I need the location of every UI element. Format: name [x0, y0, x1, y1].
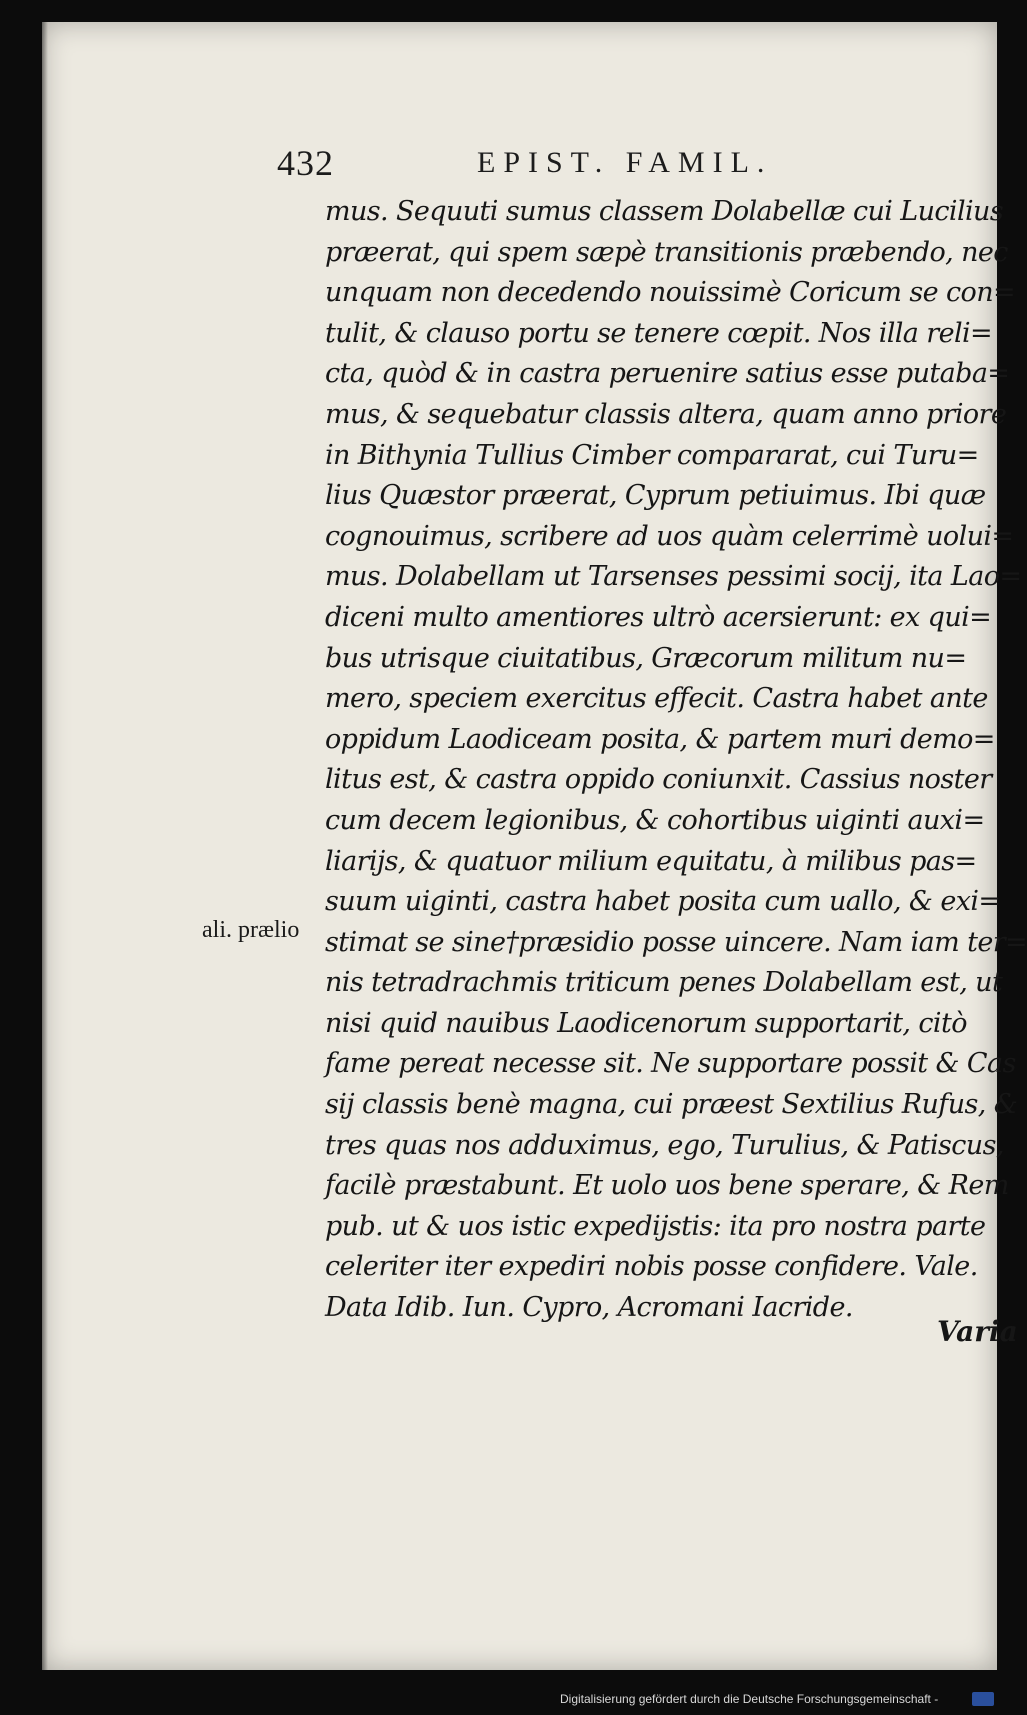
text-line: Data Idib. Iun. Cypro, Acromani Iacride.	[325, 1292, 853, 1324]
text-line: mus. Dolabellam ut Tarsenses pessimi socij, ita Lao=	[325, 561, 1022, 593]
text-line: mus. Sequuti sumus classem Dolabellæ cui Lucilius	[325, 196, 1004, 227]
text-line: diceni multo amentiores ultrò acersierunt: ex qui=	[325, 601, 992, 633]
text-line: unquam non decedendo nouissimè Coricum se con=	[325, 277, 1016, 309]
text-line: stimat se sine†præsidio posse uincere. Nam iam ter=	[325, 926, 1027, 958]
book-page	[42, 22, 1027, 1670]
text-line: nisi quid nauibus Laodicenorum supportarit, citò	[325, 1007, 967, 1039]
catchword: Varia	[937, 1315, 1018, 1348]
text-line: facilè præstabunt. Et uolo uos bene sperare, & Rem	[325, 1170, 1009, 1202]
text-line: pub. ut & uos istic expedijstis: ita pro nostra parte	[325, 1210, 986, 1242]
dfg-logo-icon	[972, 1692, 994, 1706]
text-line: lius Quæstor præerat, Cyprum petiuimus. Ibi quæ	[325, 480, 986, 512]
running-head	[277, 142, 897, 182]
text-line: tulit, & clauso portu se tenere cœpit. Nos illa reli=	[325, 317, 993, 349]
body-text	[325, 192, 1027, 1329]
margin-note: ali. prælio	[202, 917, 300, 943]
text-line: cum decem legionibus, & cohortibus uiginti auxi=	[325, 804, 985, 836]
text-line: mus, & sequebatur classis altera, quam anno priore	[325, 398, 1007, 430]
text-line: sij classis benè magna, cui præest Sextilius Rufus, &	[325, 1089, 1018, 1121]
text-line: tres quas nos adduximus, ego, Turulius, & Patiscus,	[325, 1129, 1004, 1161]
text-line: fame pereat necesse sit. Ne supportare possit & Cas	[325, 1048, 1016, 1080]
text-line: oppidum Laodiceam posita, & partem muri demo=	[325, 723, 995, 755]
text-line: in Bithynia Tullius Cimber compararat, cui Turu=	[325, 439, 979, 471]
text-line: suum uiginti, castra habet posita cum uallo, & exi=	[325, 886, 1001, 918]
text-line: celeriter iter expediri nobis posse confidere. Vale.	[325, 1251, 978, 1283]
text-line: litus est, & castra oppido coniunxit. Cassius noster	[325, 764, 992, 796]
text-line: præerat, qui spem sæpè transitionis præbendo, nec	[325, 236, 1008, 268]
running-title: EPIST. FAMIL.	[477, 146, 773, 179]
text-line: cta, quòd & in castra peruenire satius esse putaba=	[325, 358, 1010, 390]
text-line: nis tetradrachmis triticum penes Dolabellam est, ut	[325, 967, 1003, 999]
text-line: cognouimus, scribere ad uos quàm celerrimè uolui=	[325, 520, 1014, 552]
page-edge-shadow	[42, 22, 48, 1670]
text-line: liarijs, & quatuor milium equitatu, à milibus pas=	[325, 845, 977, 877]
page-number: 432	[277, 143, 334, 183]
text-line: bus utrisque ciuitatibus, Græcorum militum nu=	[325, 642, 967, 674]
text-line: mero, speciem exercitus effecit. Castra habet ante	[325, 683, 988, 715]
digitization-credit: Digitalisierung gefördert durch die Deutsche Forschungsgemeinschaft -	[560, 1692, 939, 1706]
